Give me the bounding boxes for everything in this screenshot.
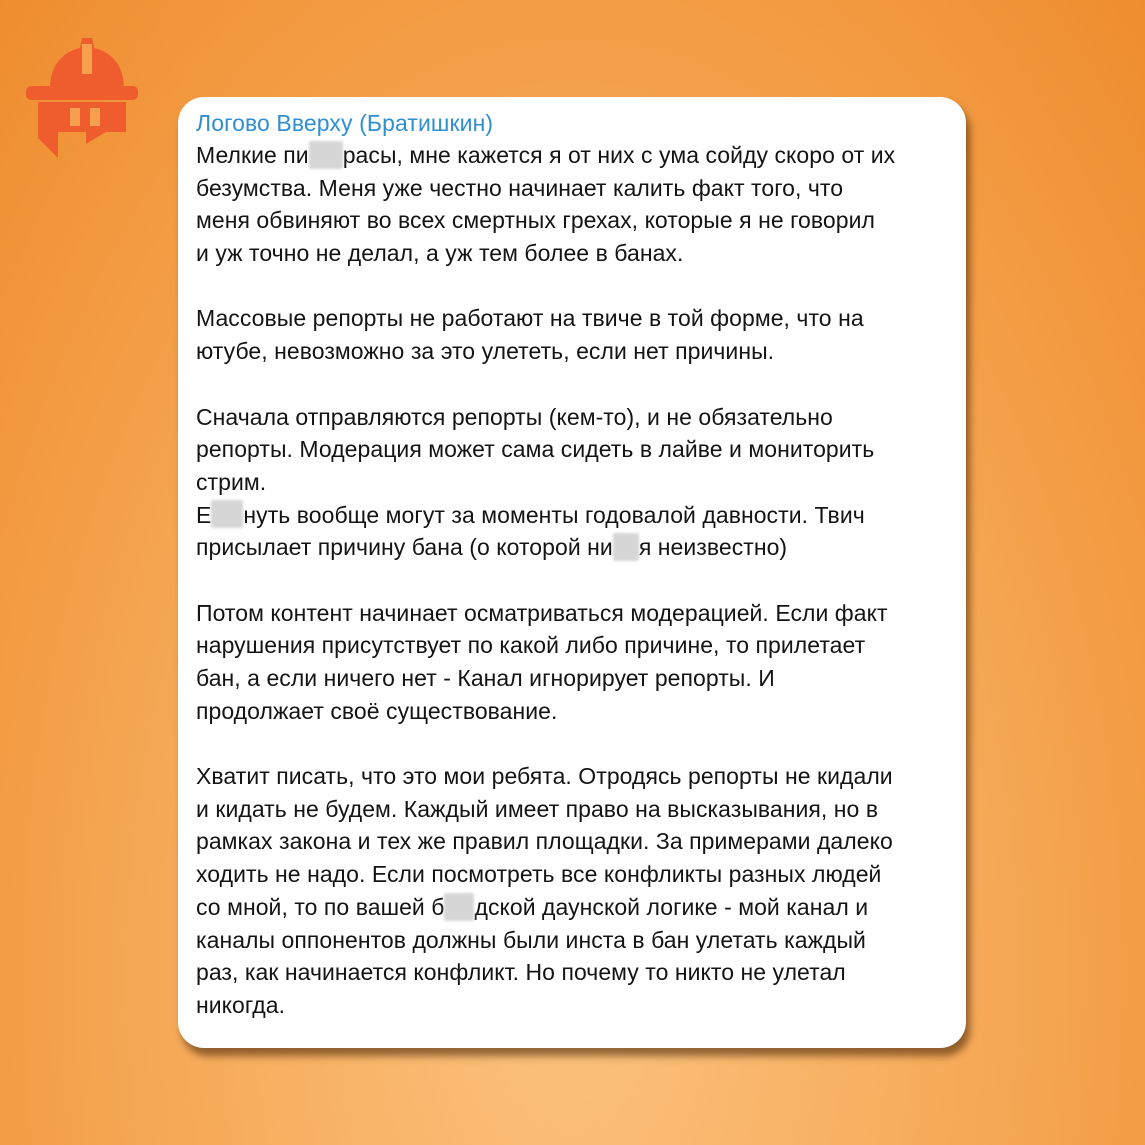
message-paragraph <box>196 597 948 728</box>
message-line <box>196 891 948 924</box>
message-text: ходить не надо. Если посмотреть все конфликты разных людей <box>196 861 882 888</box>
message-line <box>196 597 948 630</box>
message-text: я неизвестно) <box>638 534 788 561</box>
message-text: Е <box>196 501 212 528</box>
message-card <box>178 97 966 1048</box>
message-text: нарушения присутствует по какой либо причине, то прилетает <box>196 632 866 659</box>
message-text: дской даунской логике - мой канал и <box>474 893 869 920</box>
message-paragraph <box>196 139 948 270</box>
message-body <box>196 139 948 1022</box>
message-line <box>196 825 948 858</box>
message-text: Сначала отправляются репорты (кем-то), и не обязательно <box>196 403 833 430</box>
message-paragraph <box>196 302 948 367</box>
message-text: продолжает своё существование. <box>196 697 558 724</box>
message-text: со мной, то по вашей б <box>196 893 445 920</box>
censored-blur <box>211 500 243 528</box>
censored-blur <box>444 893 474 921</box>
message-line <box>196 989 948 1022</box>
message-line <box>196 401 948 434</box>
message-line <box>196 956 948 989</box>
message-paragraph <box>196 401 948 564</box>
message-line <box>196 172 948 205</box>
message-line <box>196 466 948 499</box>
message-text: Мелкие пи <box>196 142 309 168</box>
message-line <box>196 139 948 172</box>
message-text: бан, а если ничего нет - Канал игнорирует репорты. И <box>196 665 775 691</box>
message-line <box>196 662 948 695</box>
message-line <box>196 499 948 532</box>
message-text: Хватит писать, что это мои ребята. Отродясь репорты не кидали <box>196 763 893 790</box>
message-text: Массовые репорты не работают на твиче в той форме, что на <box>196 305 864 332</box>
message-text: и кидать не будем. Каждый имеет право на высказывания, но в <box>196 795 879 822</box>
message-line <box>196 433 948 466</box>
censored-blur <box>613 533 639 561</box>
paragraph-gap <box>196 368 948 401</box>
paragraph-gap <box>196 727 948 760</box>
message-line <box>196 858 948 891</box>
message-line <box>196 695 948 728</box>
paragraph-gap <box>196 270 948 303</box>
message-text: ютубе, невозможно за это улететь, если нет причины. <box>196 338 775 365</box>
message-line <box>196 531 948 564</box>
message-text: присылает причину бана (о которой ни <box>196 534 613 561</box>
message-line <box>196 302 948 335</box>
message-line <box>196 629 948 662</box>
message-text: репорты. Модерация может сама сидеть в лайве и мониторить <box>196 436 875 463</box>
message-text: Потом контент начинает осматриваться модерацией. Если факт <box>196 599 888 626</box>
message-text: раз, как начинается конфликт. Но почему то никто не улетал <box>196 959 846 986</box>
message-text: безумства. Меня уже честно начинает калить факт того, что <box>196 174 844 201</box>
message-line <box>196 793 948 826</box>
message-text: стрим. <box>196 468 267 495</box>
chat-bubble-icon <box>38 102 126 158</box>
message-text: меня обвиняют во всех смертных грехах, которые я не говорил <box>196 207 875 234</box>
message-text: и уж точно не делал, а уж тем более в банах. <box>196 240 684 267</box>
message-text: никогда. <box>196 991 286 1018</box>
censored-blur <box>309 141 343 169</box>
hardhat-chat-logo-icon <box>26 34 138 158</box>
message-text: нуть вообще могут за моменты годовалой давности. Твич <box>243 501 865 528</box>
message-line <box>196 204 948 237</box>
message-text: расы, мне кажется я от них с ума сойду скоро от их <box>342 142 896 168</box>
message-paragraph <box>196 760 948 1022</box>
message-line <box>196 760 948 793</box>
channel-name[interactable]: Логово Вверху (Братишкин) <box>196 110 494 136</box>
message-line <box>196 924 948 957</box>
message-text: рамках закона и тех же правил площадки. За примерами далеко <box>196 828 893 855</box>
message-line <box>196 335 948 368</box>
message-text: каналы оппонентов должны были инста в бан улетать каждый <box>196 926 866 953</box>
message-line <box>196 237 948 270</box>
paragraph-gap <box>196 564 948 597</box>
